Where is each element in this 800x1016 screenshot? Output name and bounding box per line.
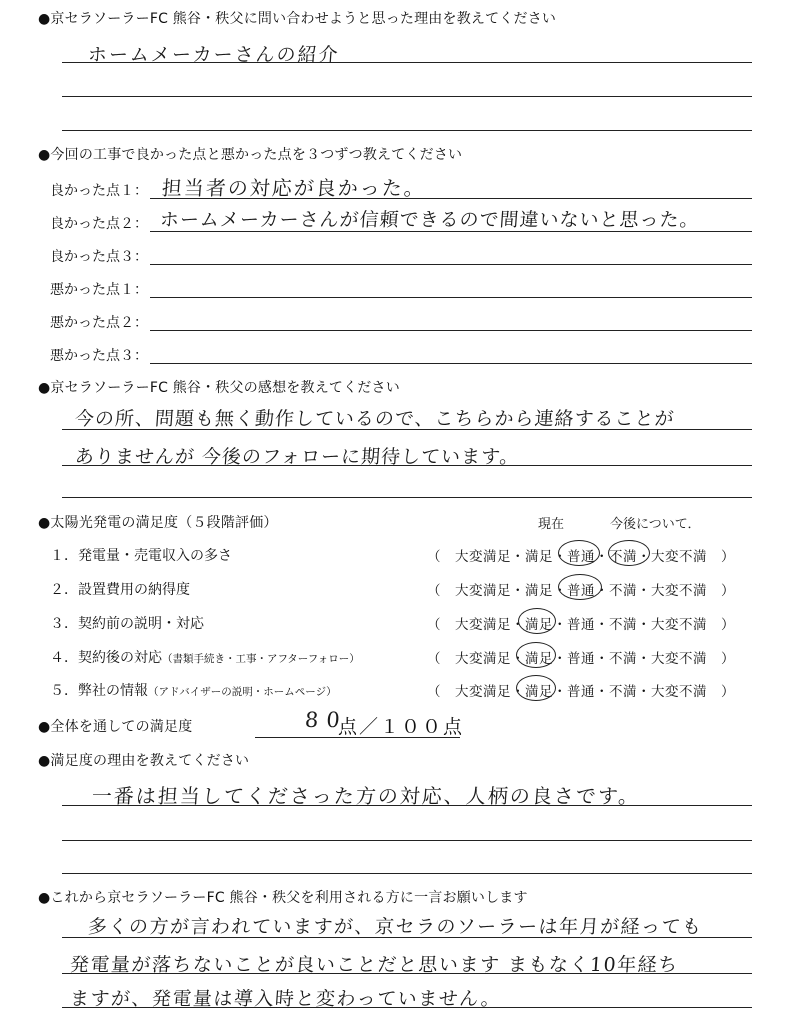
answer-line xyxy=(62,840,752,841)
overall-score: 80 xyxy=(304,708,349,732)
answer-line xyxy=(62,130,752,131)
selection-circle xyxy=(518,608,556,634)
overall-label: ●全体を通しての満足度 xyxy=(38,719,193,735)
rating-row-4-label xyxy=(50,647,360,667)
rating-row-4-choices: （ 大変満足・満足・普通・不満・大変不満 ） xyxy=(427,651,735,667)
rating-row-5-choices: （ 大変満足・満足・普通・不満・大変不満 ） xyxy=(427,684,735,700)
answer-line xyxy=(150,198,752,199)
q5-heading: ●満足度の理由を教えてください xyxy=(38,753,250,769)
rating-row-1-label: １．発電量・売電収入の多さ xyxy=(50,548,232,564)
q3-answer-line1: 今の所、問題も無く動作しているので、こちらから連絡することが xyxy=(74,408,676,430)
good-point-1-label: 良かった点１： xyxy=(50,183,148,199)
bad-point-2-label: 悪かった点２： xyxy=(50,315,148,331)
rating-row-5-sub: （アドバイザーの説明・ホームページ） xyxy=(148,686,337,698)
bad-point-3-label: 悪かった点３： xyxy=(50,348,148,364)
answer-line xyxy=(150,231,752,232)
q1-heading: ●京セラソーラーFC 熊谷・秩父に問い合わせようと思った理由を教えてください xyxy=(38,11,557,27)
good-point-2-label: 良かった点２： xyxy=(50,216,148,232)
q1-answer: ホームメーカーさんの紹介 xyxy=(87,44,341,66)
selection-circle xyxy=(516,675,556,701)
bad-point-1-label: 悪かった点１： xyxy=(50,282,148,298)
rating-row-5-title: ５．弊社の情報 xyxy=(50,683,148,699)
q2-heading: ●今回の工事で良かった点と悪かった点を３つずつ教えてください xyxy=(38,147,463,163)
rating-row-5-label xyxy=(50,680,337,700)
answer-line xyxy=(62,62,752,63)
rating-row-4-title: ４．契約後の対応 xyxy=(50,650,162,666)
rating-row-1-choices: （ 大変満足・満足・普通・不満・大変不満 ） xyxy=(427,549,735,565)
rating-row-3-label: ３．契約前の説明・対応 xyxy=(50,616,204,632)
answer-line xyxy=(62,497,752,498)
answer-line xyxy=(62,429,752,430)
q6-heading: ●これから京セラソーラーFC 熊谷・秩父を利用される方に一言お願いします xyxy=(38,890,528,906)
q6-answer-line3: ますが、発電量は導入時と変わっていません。 xyxy=(69,988,503,1010)
rating-row-2-label: ２．設置費用の納得度 xyxy=(50,582,190,598)
good-point-3-label: 良かった点３： xyxy=(50,249,148,265)
overall-suffix: 点／１００点 xyxy=(338,716,465,738)
selection-circle xyxy=(558,540,600,566)
answer-line xyxy=(62,1007,752,1008)
answer-line xyxy=(62,96,752,97)
answer-line xyxy=(62,973,752,974)
answer-line xyxy=(62,805,752,806)
note-now: 現在 xyxy=(538,517,565,532)
answer-line xyxy=(150,264,752,265)
q5-answer: 一番は担当してくださった方の対応、人柄の良さです。 xyxy=(91,784,642,808)
rating-row-2-choices: （ 大変満足・満足・普通・不満・大変不満 ） xyxy=(427,583,735,599)
answer-line xyxy=(150,297,752,298)
answer-line xyxy=(62,465,752,466)
answer-line xyxy=(150,330,752,331)
selection-circle xyxy=(608,540,650,566)
good-point-2-answer: ホームメーカーさんが信頼できるので間違いないと思った。 xyxy=(159,209,701,231)
q6-answer-line1: 多くの方が言われていますが、京セラのソーラーは年月が経っても xyxy=(87,916,704,938)
answer-line xyxy=(62,873,752,874)
selection-circle xyxy=(558,574,602,600)
q3-heading: ●京セラソーラーFC 熊谷・秩父の感想を教えてください xyxy=(38,380,400,396)
good-point-1-answer: 担当者の対応が良かった。 xyxy=(161,176,427,200)
answer-line xyxy=(62,937,752,938)
note-future: 今後について． xyxy=(610,517,701,532)
rating-row-3-choices: （ 大変満足・満足・普通・不満・大変不満 ） xyxy=(427,617,735,633)
selection-circle xyxy=(516,642,556,668)
answer-line xyxy=(150,363,752,364)
q3-answer-line2: ありませんが 今後のフォローに期待しています。 xyxy=(74,446,521,468)
q6-answer-line2: 発電量が落ちないことが良いことだと思います まもなく10年経ち xyxy=(69,954,680,976)
rating-row-4-sub: （書類手続き・工事・アフターフォロー） xyxy=(162,653,360,665)
score-line xyxy=(255,737,460,738)
q4-heading: ●太陽光発電の満足度（５段階評価） xyxy=(38,515,278,531)
